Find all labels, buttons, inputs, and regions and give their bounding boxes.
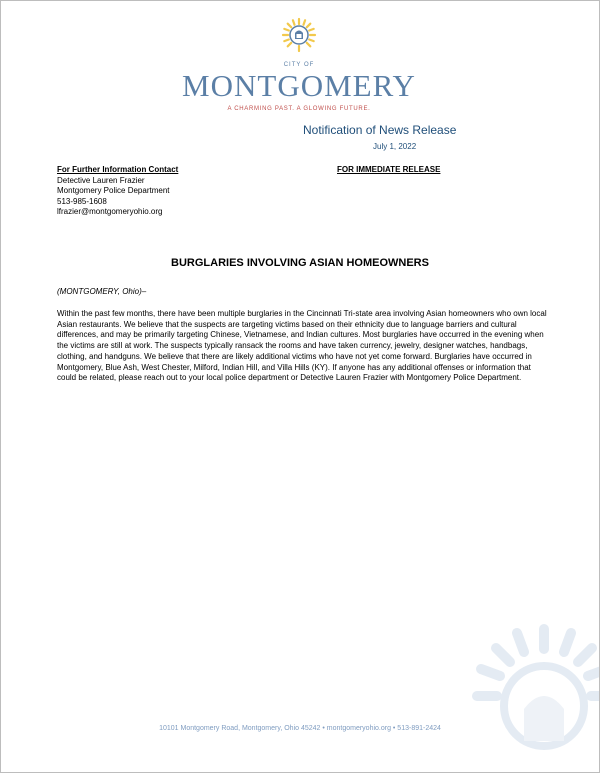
city-logo — [181, 17, 421, 112]
contact-name: Detective Lauren Frazier — [57, 175, 145, 185]
body-paragraph: Within the past few months, there have been multiple burglaries in the Cincinnati Tri-state area involving Asian homeowners who own local Asian restaurants. We believe that the suspects are targeting victims based on their ethnicity due to language barriers and cultural differences, and may be primarily targeting Chinese, Vietnamese, and Indian cultures. Most burglaries have occurred in the evening when the victims are still at work. The suspects typically ransack the rooms and have taken currency, jewelry, designer watches, handbags, clothing, and handguns. We believe that there are likely additional victims who have not yet come forward. Burglaries have occurred in Montgomery, Blue Ash, West Chester, Milford, Indian Hill, and Villa Hills (KY). If anyone has any additional offenses or information that could be related, please reach out to your local police department or Detective Lauren Frazier with Montgomery Police Department. — [57, 309, 547, 383]
immediate-release-label: FOR IMMEDIATE RELEASE — [337, 165, 441, 174]
release-title: Notification of News Release — [303, 123, 457, 137]
dateline-dash: – — [141, 287, 147, 296]
headline: BURGLARIES INVOLVING ASIAN HOMEOWNERS — [171, 257, 429, 269]
sun-watermark-icon — [469, 621, 600, 771]
contact-email: lfrazier@montgomeryohio.org — [57, 207, 163, 216]
contact-heading: For Further Information Contact — [57, 165, 179, 174]
dateline — [57, 287, 146, 296]
contact-block — [57, 165, 178, 218]
sun-lantern-icon — [281, 17, 317, 53]
logo-name: MONTGOMERY — [182, 68, 416, 103]
logo-city-of: CITY OF — [283, 62, 315, 68]
contact-phone: 513-985-1608 — [57, 196, 107, 206]
footer-address: 10101 Montgomery Road, Montgomery, Ohio 45242 • montgomeryohio.org • 513-891-2424 — [159, 725, 441, 732]
dateline-place: (MONTGOMERY, Ohio) — [57, 287, 142, 296]
contact-department: Montgomery Police Department — [57, 186, 170, 195]
logo-tagline: A CHARMING PAST. A GLOWING FUTURE. — [227, 106, 371, 112]
release-date: July 1, 2022 — [373, 142, 417, 151]
